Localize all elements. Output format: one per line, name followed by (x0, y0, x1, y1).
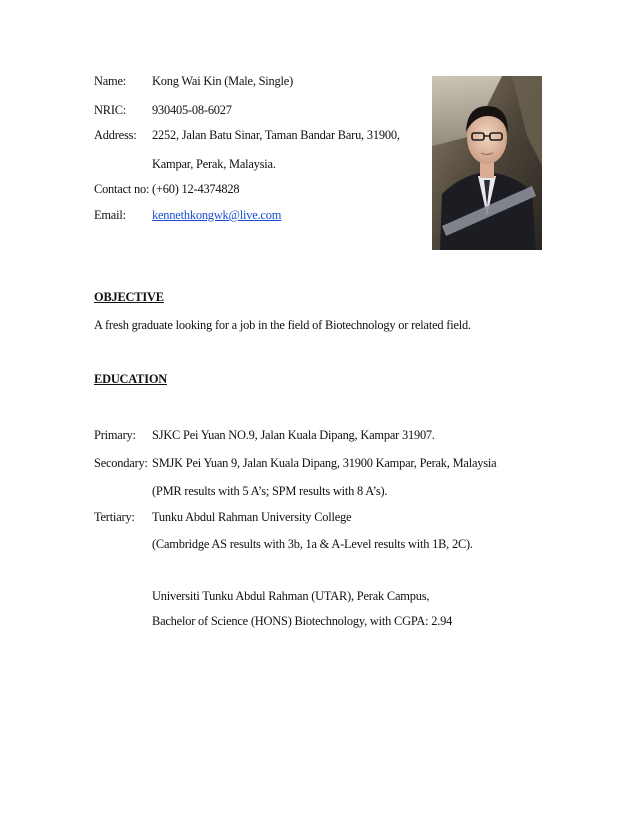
contact-value: (+60) 12-4374828 (152, 182, 240, 196)
email-label: Email: (94, 208, 126, 222)
education-heading: EDUCATION (94, 372, 168, 386)
address-line-2: Kampar, Perak, Malaysia. (152, 157, 276, 171)
address-label: Address: (94, 128, 137, 142)
secondary-note: (PMR results with 5 A’s; SPM results with 8 A’s). (152, 484, 388, 498)
primary-value: SJKC Pei Yuan NO.9, Jalan Kuala Dipang, Kampar 31907. (152, 428, 435, 442)
address-line-1: 2252, Jalan Batu Sinar, Taman Bandar Baru, 31900, (152, 128, 400, 142)
nric-value: 930405-08-6027 (152, 103, 232, 117)
tertiary-note: (Cambridge AS results with 3b, 1a & A-Level results with 1B, 2C). (152, 537, 473, 551)
objective-heading: OBJECTIVE (94, 290, 164, 304)
tertiary-value: Tunku Abdul Rahman University College (152, 510, 352, 524)
degree-detail: Bachelor of Science (HONS) Biotechnology, with CGPA: 2.94 (152, 614, 453, 628)
university-name: Universiti Tunku Abdul Rahman (UTAR), Perak Campus, (152, 589, 430, 603)
secondary-value: SMJK Pei Yuan 9, Jalan Kuala Dipang, 31900 Kampar, Perak, Malaysia (152, 456, 497, 470)
nric-label: NRIC: (94, 103, 127, 117)
primary-label: Primary: (94, 428, 136, 442)
objective-text: A fresh graduate looking for a job in the field of Biotechnology or related field. (94, 318, 471, 332)
secondary-label: Secondary: (94, 456, 148, 470)
profile-photo (432, 76, 542, 250)
name-value: Kong Wai Kin (Male, Single) (152, 74, 294, 88)
name-label: Name: (94, 74, 127, 88)
contact-label: Contact no: (94, 182, 150, 196)
tertiary-label: Tertiary: (94, 510, 135, 524)
email-link[interactable]: kennethkongwk@live.com (152, 208, 282, 222)
